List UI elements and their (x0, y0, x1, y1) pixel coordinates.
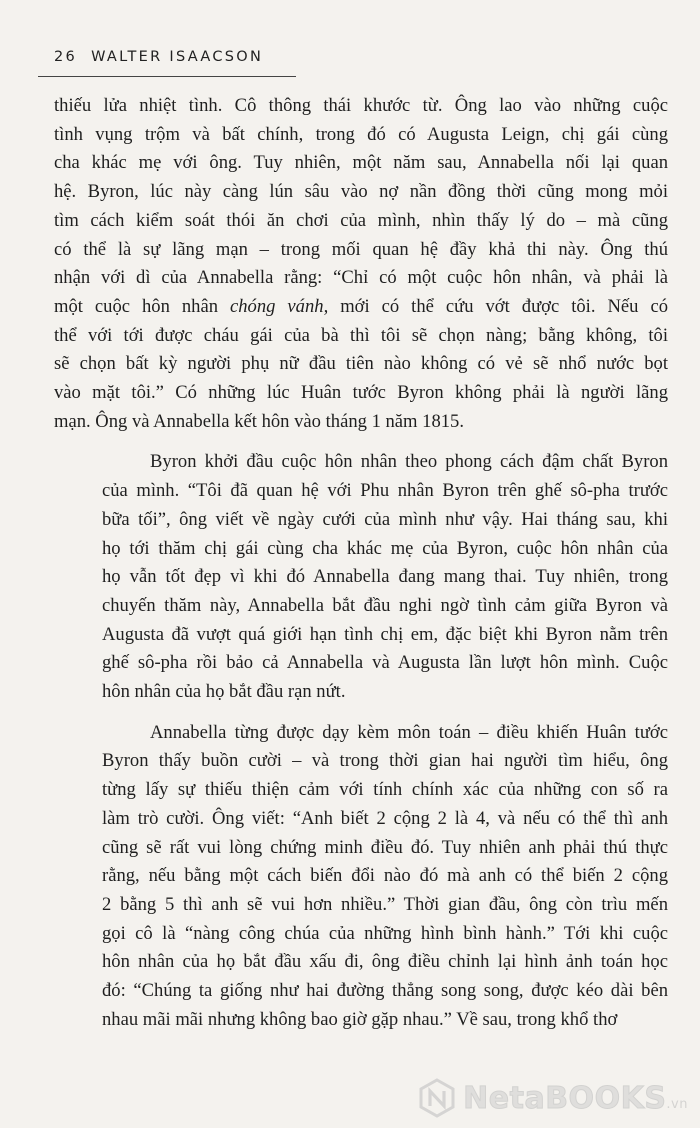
watermark-suffix: .vn (666, 1096, 688, 1112)
body-text (54, 92, 668, 1035)
header-rule (38, 76, 296, 77)
watermark-brand: NetaBOOKS.vn (463, 1080, 688, 1116)
text-line: hệ. Byron, lúc này càng lún sâu vào nợ nần đồng thời cũng mong mỏi (54, 181, 668, 203)
text-line: nhau mãi mãi nhưng không bao giờ gặp nhau.” Về sau, trong khổ thơ (102, 1008, 618, 1030)
text-line: rằng, nếu bằng một cách biến đổi nào đó mà anh có thể biến 2 cộng (102, 865, 668, 887)
text-line: thiếu lửa nhiệt tình. Cô thông thái khước từ. Ông lao vào những cuộc (54, 95, 668, 116)
text-line: gọi cô là “nàng công chúa của những hình bình hành.” Tới khi cuộc (102, 922, 668, 944)
text-line: chuyến thăm này, Annabella bắt đầu nghi ngờ tình cảm giữa Byron và (102, 594, 668, 616)
text-line: làm trò cười. Ông viết: “Anh biết 2 cộng 2 là 4, và nếu có thể thì anh (102, 807, 668, 829)
text-line: mạn. Ông và Annabella kết hôn vào tháng 1 năm 1815. (54, 410, 465, 432)
author-name: WALTER ISAACSON (91, 49, 264, 65)
text-line: Byron thấy buồn cười – và trong thời gian hai người tìm hiểu, ông (102, 750, 668, 772)
text-line: sẽ chọn bất kỳ người phụ nữ đầu tiên nào không có vẻ sẽ nhổ nước bọt (54, 353, 668, 375)
page-number: 26 (54, 49, 78, 65)
text-line: Byron khởi đầu cuộc hôn nhân theo phong cách đậm chất Byron (150, 451, 668, 473)
text-line: 2 bằng 5 thì anh sẽ vui hơn nhiều.” Thời gian đầu, ông còn trìu mến (102, 893, 668, 915)
text-line: cha khác mẹ với ông. Tuy nhiên, một năm sau, Annabella nối lại quan (54, 152, 668, 174)
text-line: đó: “Chúng ta giống như hai đường thẳng song song, được kéo dài bên (102, 980, 668, 1002)
running-header (54, 49, 263, 65)
paragraph (54, 719, 668, 1035)
netabooks-logo-icon (417, 1078, 457, 1118)
text-line: nhận với dì của Annabella rằng: “Chỉ có một cuộc hôn nhân, và phải là (54, 267, 668, 289)
text-line: cũng sẽ rất vui lòng chứng minh điều đó. Tuy nhiên anh phải thú thực (102, 836, 668, 858)
paragraph (54, 92, 668, 436)
text-line: họ vẫn tốt đẹp vì khi đó Annabella đang mang thai. Tuy nhiên, trong (102, 566, 668, 588)
paragraph (54, 448, 668, 706)
text-line: của mình. “Tôi đã quan hệ với Phu nhân Byron trên ghế sô-pha trước (102, 480, 668, 502)
text-line: Augusta đã vượt quá giới hạn tình chị em, đặc biệt khi Byron nằm trên (102, 623, 668, 645)
text-line: bữa tối”, ông viết về ngày cưới của mình như vậy. Hai tháng sau, khi (102, 508, 668, 530)
text-line: hôn nhân của họ bắt đầu rạn nứt. (102, 681, 346, 703)
text-line: có thể là sự lãng mạn – trong mối quan hệ đầy khả thi này. Ông thú (54, 238, 668, 260)
text-line: hôn nhân của họ bắt đầu xấu đi, ông điều chỉnh lại hình ảnh toán học (102, 951, 668, 973)
text-line: họ tới thăm chị gái cùng cha khác mẹ của Byron, cuộc hôn nhân của (102, 537, 668, 559)
text-line: Annabella từng được dạy kèm môn toán – điều khiến Huân tước (150, 721, 668, 743)
text-line: vào mặt tôi.” Có những lúc Huân tước Byron không phải là người lãng (54, 382, 668, 404)
text-line: tình vụng trộm và bất chính, trong đó có Augusta Leign, chị gái cùng (54, 123, 668, 145)
text-line: ghế sô-pha rồi bảo cả Annabella và Augusta lần lượt hôn mình. Cuộc (102, 652, 668, 674)
text-line: tìm cách kiểm soát thói ăn chơi của mình, nhìn thấy lý do – mà cũng (54, 209, 668, 231)
text-line: thể với tới được cháu gái của bà thì tôi sẽ chọn nàng; bằng không, tôi (54, 324, 668, 346)
text-line: từng lấy sự thiếu thiện cảm với tính chính xác của những con số ra (102, 779, 668, 801)
watermark (417, 1078, 688, 1118)
text-line: một cuộc hôn nhân chóng vánh, mới có thể cứu vớt được tôi. Nếu có (54, 295, 668, 317)
